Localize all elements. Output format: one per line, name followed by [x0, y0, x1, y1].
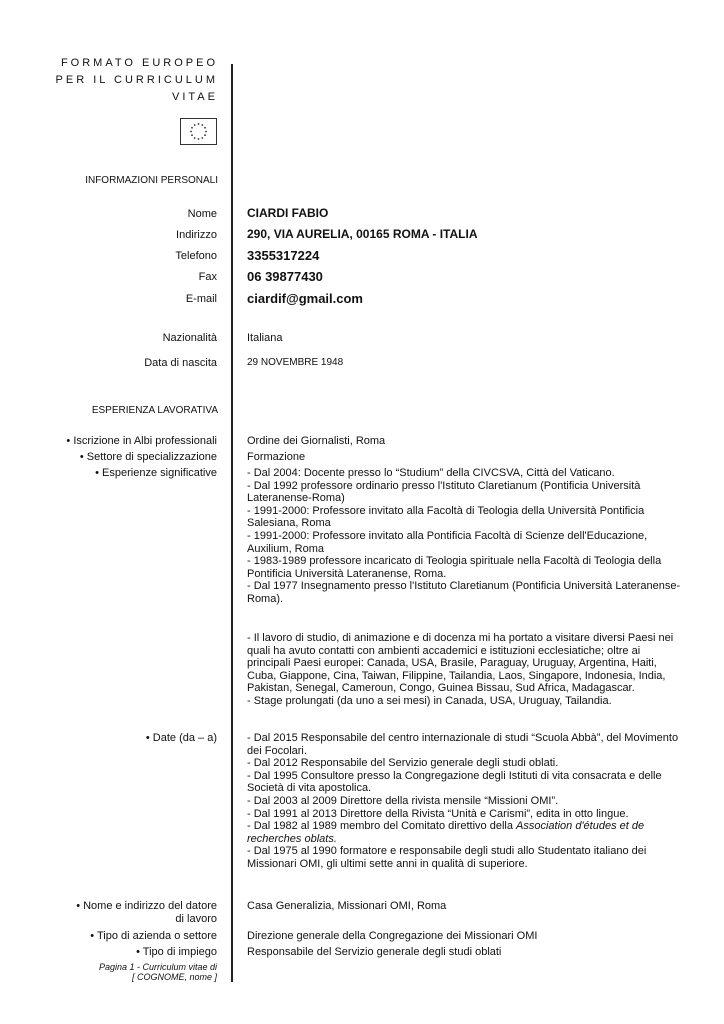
value-telefono: 3355317224 [247, 248, 320, 263]
cv-format-title [56, 55, 218, 106]
label-email: E-mail [185, 293, 217, 305]
section-personal-title: INFORMAZIONI PERSONALI [85, 175, 218, 186]
value-fax: 06 39877430 [247, 269, 323, 284]
title-line-1: FORMATO EUROPEO [60, 57, 218, 69]
label-indirizzo: Indirizzo [176, 229, 217, 241]
value-nazionalita: Italiana [247, 332, 283, 344]
label-date: • Date (da – a) [145, 732, 217, 744]
title-line-2: PER IL CURRICULUM [55, 74, 218, 86]
label-fax: Fax [198, 271, 217, 283]
section-work-title: ESPERIENZA LAVORATIVA [91, 405, 218, 416]
esperienza-item: - Dal 2004: Docente presso lo “Studium” della CIVCSVA, Città del Vaticano. [247, 467, 615, 479]
value-tipo-impiego: Responsabile del Servizio generale degli studi oblati [247, 946, 502, 958]
eu-flag-icon [180, 118, 217, 145]
label-data-nascita: Data di nascita [144, 357, 217, 369]
date-item-prefix: - Dal 1982 al 1989 membro del Comitato direttivo della [247, 820, 517, 833]
viaggi-item: - Il lavoro di studio, di animazione e di docenza mi ha portato a visitare diversi Paesi nei quali ha avuto contatti con ambienti accademici e istituzioni ecclesiatiche; oltre ai principali Paesi europei: Canada, USA, Brasile, Paraguay, Uruguay, Argentina, Haiti, Cuba, Giappone, Cina, Taiwan, Filippine, Tailandia, Laos, Singapore, Indonesia, India, Pakistan, Senegal, Cameroun, Congo, Guinea Bissau, Sud Africa, Madagascar. [247, 632, 674, 695]
label-settore: • Settore di specializzazione [79, 451, 217, 463]
date-list [247, 732, 682, 871]
esperienza-item: - Dal 1977 Insegnamento presso l'Istituto Claretianum (Pontificia Università Lateranense-Roma). [247, 580, 681, 605]
value-datore: Casa Generalizia, Missionari OMI, Roma [247, 900, 447, 912]
date-item-italic: Association d'études et de recherches oblats. [247, 820, 645, 845]
value-data-nascita: 29 NOVEMBRE 1948 [247, 357, 344, 368]
label-albi: • Iscrizione in Albi professionali [66, 435, 217, 447]
date-item: - Dal 2012 Responsabile del Servizio generale degli studi oblati. [247, 757, 559, 770]
date-item: - Dal 2003 al 2009 Direttore della rivista mensile “Missioni OMI”. [247, 794, 559, 807]
vertical-divider [231, 64, 233, 982]
value-tipo-azienda: Direzione generale della Congregazione dei Missionari OMI [247, 930, 538, 942]
date-item [247, 820, 682, 845]
viaggi-list [247, 632, 682, 708]
label-nome: Nome [187, 208, 217, 220]
value-indirizzo: 290, VIA AURELIA, 00165 ROMA - ITALIA [247, 227, 478, 241]
footer-line-2: [ COGNOME, nome ] [131, 972, 217, 982]
date-item: - Dal 1991 al 2013 Direttore della Rivista “Unità e Carismi”, edita in otto lingue. [247, 807, 629, 820]
value-email: ciardif@gmail.com [247, 291, 363, 306]
label-nazionalita: Nazionalità [162, 332, 217, 344]
label-datore: • Nome e indirizzo del datore di lavoro [76, 900, 217, 925]
page-footer [17, 962, 217, 982]
esperienza-item: - 1991-2000: Professore invitato alla Pontificia Facoltà di Scienze dell'Educazione, Auxilium, Roma [247, 529, 648, 555]
esperienza-item: - 1983-1989 professore incaricato di Teologia spirituale nella Facoltà di Teologia della Pontificia Università Lateranense, Roma. [247, 555, 662, 580]
date-item: - Dal 2015 Responsabile del centro internazionale di studi “Scuola Abbà”, del Movimento dei Focolari. [247, 732, 679, 757]
label-tipo-impiego: • Tipo di impiego [136, 946, 217, 958]
label-esperienze: • Esperienze significative [95, 467, 217, 479]
label-telefono: Telefono [175, 250, 217, 262]
title-line-3: VITAE [172, 91, 218, 103]
date-item: - Dal 1995 Consultore presso la Congregazione degli Istituti di vita consacrata e delle Società di vita apostolica. [247, 769, 662, 795]
viaggi-item: - Stage prolungati (da uno a sei mesi) in Canada, USA, Uruguay, Tailandia. [247, 694, 612, 707]
esperienza-item: - 1991-2000: Professore invitato alla Facoltà di Teologia della Università Pontificia Salesiana, Roma [247, 504, 645, 530]
label-tipo-azienda: • Tipo di azienda o settore [90, 930, 217, 942]
date-item: - Dal 1975 al 1990 formatore e responsabile degli studi allo Studentato italiano dei Missionari OMI, gli ultimi sette anni in qualità di superiore. [247, 845, 647, 870]
value-nome: CIARDI FABIO [247, 206, 329, 220]
value-settore: Formazione [247, 451, 306, 463]
value-albi: Ordine dei Giornalisti, Roma [247, 435, 386, 447]
esperienza-item: - Dal 1992 professore ordinario presso l'Istituto Claretianum (Pontificia Università Lateranense-Roma) [247, 479, 641, 505]
esperienze-list [247, 467, 682, 606]
footer-line-1: Pagina 1 - Curriculum vitae di [98, 962, 217, 972]
